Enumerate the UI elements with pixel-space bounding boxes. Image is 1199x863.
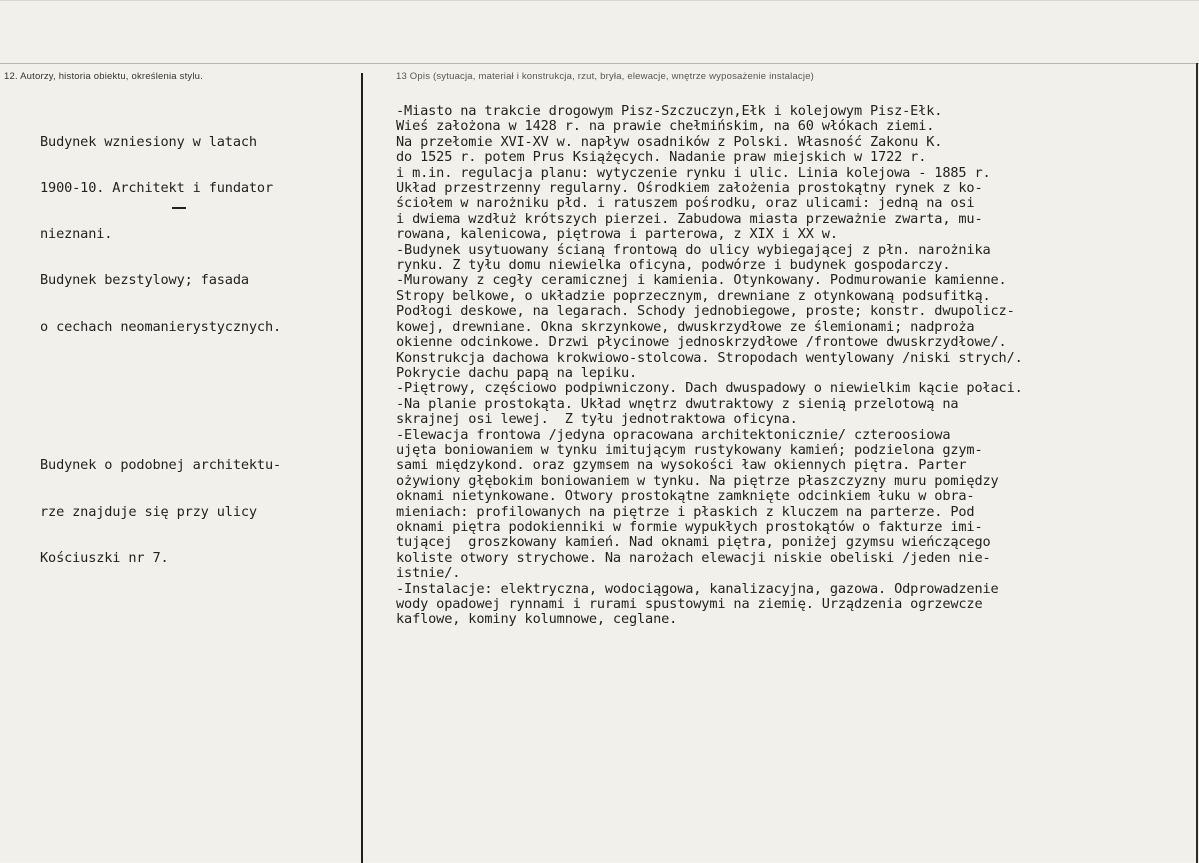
description-line: kaflowe, kominy kolumnowe, ceglane. xyxy=(396,611,678,628)
description-line: do 1525 r. potem Prus Książęcych. Nadanie praw miejskich w 1722 r. xyxy=(396,149,927,166)
description-line: istnie/. xyxy=(396,565,461,582)
history-text xyxy=(40,104,355,597)
description-text xyxy=(396,104,1196,628)
description-line: ściołem w narożniku płd. i ratuszem pośrodku, oraz ulicami: jedną na osi xyxy=(396,195,975,212)
header-rule xyxy=(0,63,1199,64)
section-12-heading: 12. Autorzy, historia obiektu, określenia stylu. xyxy=(4,71,203,82)
description-line: okienne odcinkowe. Drzwi płycinowe jednoskrzydłowe /frontowe dwuskrzydłowe/. xyxy=(396,334,1007,351)
history-line: rze znajduje się przy ulicy xyxy=(40,503,257,520)
description-line: ujęta boniowaniem w tynku imitującym rustykowany kamień; podzielona gzym- xyxy=(396,441,983,458)
description-line: koliste otwory strychowe. Na narożach elewacji niskie obeliski /jeden nie- xyxy=(396,549,991,566)
section-13-heading: 13 Opis (sytuacja, materiał i konstrukcja, rzut, bryła, elewacje, wnętrze wyposażenie instalacje) xyxy=(396,71,815,82)
description-line: Konstrukcja dachowa krokwiowo-stolcowa. Stropodach wentylowany /niski strych/. xyxy=(396,349,1023,366)
description-line: Stropy belkowe, o układzie poprzecznym, drewniane z otynkowaną podsufitką. xyxy=(396,287,991,304)
description-line: -Miasto na trakcie drogowym Pisz-Szczuczyn,Ełk i kolejowym Pisz-Ełk. xyxy=(396,103,943,119)
description-line: rowana, kalenicowa, piętrowa i parterowa, z XIX i XX w. xyxy=(396,226,838,243)
history-line: Kościuszki nr 7. xyxy=(40,549,169,566)
history-line: 1900-10. Architekt i fundator xyxy=(40,180,273,197)
history-line: Budynek o podobnej architektu- xyxy=(40,457,282,474)
description-line: Podłogi deskowe, na legarach. Schody jednobiegowe, proste; konstr. dwupolicz- xyxy=(396,303,1015,320)
description-line: -Piętrowy, częściowo podpiwniczony. Dach dwuspadowy o niewielkim kącie połaci. xyxy=(396,380,1023,397)
description-line: mieniach: profilowanych na piętrze i płaskich z kluczem na parterze. Pod xyxy=(396,503,975,520)
description-line: Wieś założona w 1428 r. na prawie chełmińskim, na 60 włókach ziemi. xyxy=(396,118,935,135)
separator-dash xyxy=(172,207,186,209)
description-line: Na przełomie XVI-XV w. napływ osadników z Polski. Własność Zakonu K. xyxy=(396,133,943,150)
card-right-edge xyxy=(1196,63,1198,863)
history-line: o cechach neomanierystycznych. xyxy=(40,318,282,335)
description-line: -Instalacje: elektryczna, wodociągowa, kanalizacyjna, gazowa. Odprowadzenie xyxy=(396,580,999,597)
description-line: -Elewacja frontowa /jedyna opracowana architektonicznie/ czteroosiowa xyxy=(396,426,951,443)
description-line: tującej groszkowany kamień. Nad oknami piętra, poniżej gzymsu wieńczącego xyxy=(396,534,991,551)
history-line: Budynek bezstylowy; fasada xyxy=(40,272,249,289)
description-line: Układ przestrzenny regularny. Ośrodkiem założenia prostokątny rynek z ko- xyxy=(396,180,983,197)
description-line: sami międzykond. oraz gzymsem na wysokości ław okiennych piętra. Parter xyxy=(396,457,967,474)
description-line: wody opadowej rynnami i rurami spustowymi na ziemię. Urządzenia ogrzewcze xyxy=(396,596,983,612)
description-line: ożywiony głębokim boniowaniem w tynku. Na piętrze płaszczyzny muru pomiędzy xyxy=(396,472,999,489)
description-line: oknami nietynkowane. Otwory prostokątne zamknięte odcinkiem łuku w obra- xyxy=(396,488,975,505)
description-line: oknami piętra podokienniki w formie wypukłych prostokątów o fakturze imi- xyxy=(396,518,983,535)
description-line: Pokrycie dachu papą na lepiku. xyxy=(396,364,638,381)
description-line: -Murowany z cegły ceramicznej i kamienia. Otynkowany. Podmurowanie kamienne. xyxy=(396,272,1007,289)
description-line: kowej, drewniane. Okna skrzynkowe, dwuskrzydłowe ze ślemionami; nadproża xyxy=(396,318,975,335)
description-line: skrajnej osi lewej. Z tyłu jednotraktowa oficyna. xyxy=(396,411,798,428)
description-line: i m.in. regulacja planu: wytyczenie rynku i ulic. Linia kolejowa - 1885 r. xyxy=(396,164,991,181)
history-line: nieznani. xyxy=(40,226,113,243)
description-line: -Budynek usytuowany ścianą frontową do ulicy wybiegającej z płn. narożnika xyxy=(396,241,991,258)
description-line: i dwiema wzdłuż krótszych pierzei. Zabudowa miasta przeważnie zwarta, mu- xyxy=(396,210,983,227)
description-line: rynku. Z tyłu domu niewielka oficyna, podwórze i budynek gospodarczy. xyxy=(396,257,951,274)
description-line: -Na planie prostokąta. Układ wnętrz dwutraktowy z sienią przelotową na xyxy=(396,395,959,412)
history-line: Budynek wzniesiony w latach xyxy=(40,133,257,150)
column-divider xyxy=(361,73,363,863)
